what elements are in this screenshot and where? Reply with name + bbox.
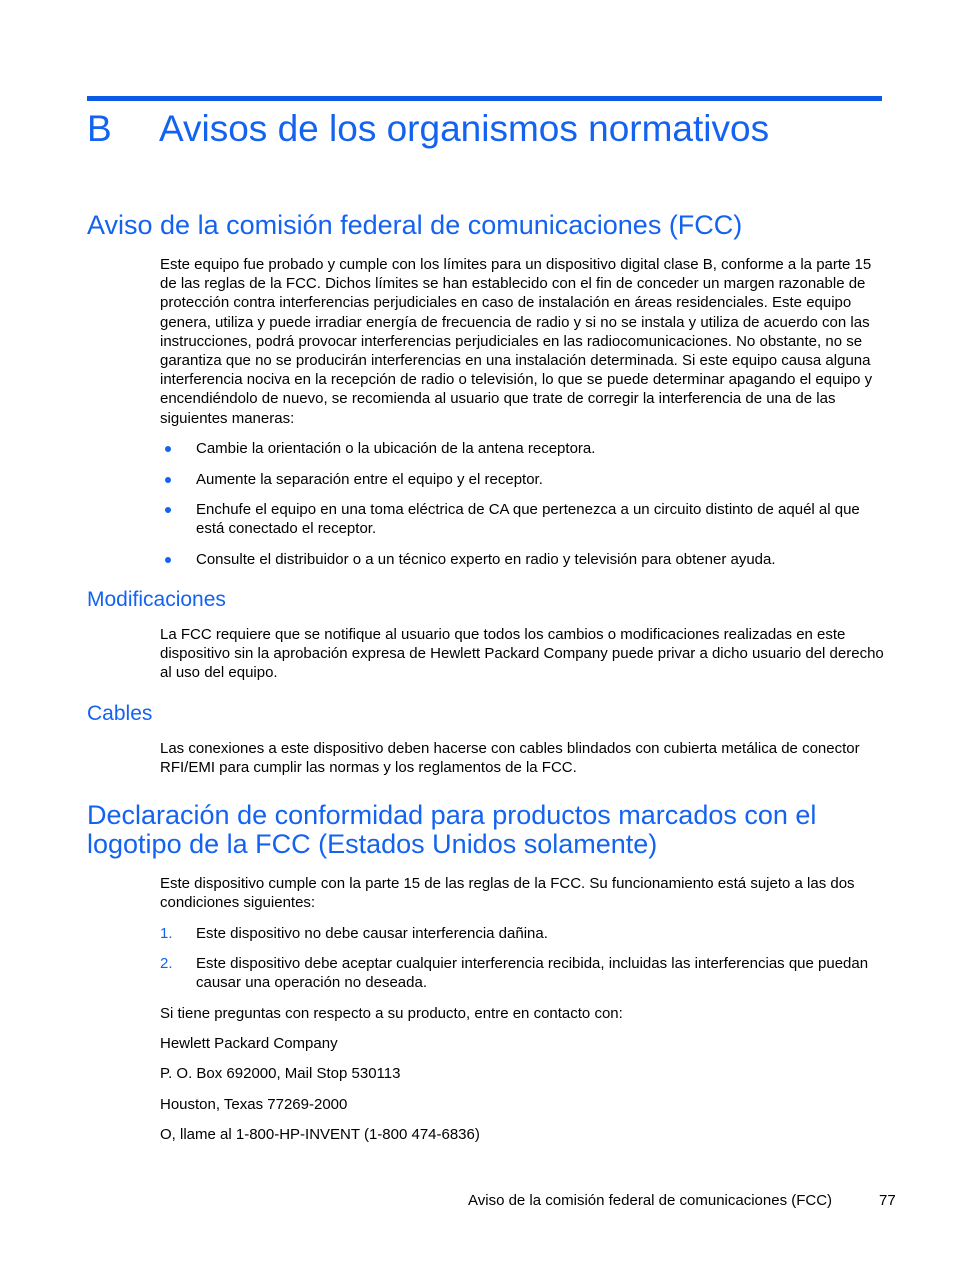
modificaciones-heading: Modificaciones: [87, 588, 226, 611]
company-name: Hewlett Packard Company: [160, 1035, 338, 1052]
declaracion-intro-paragraph: Este dispositivo cumple con la parte 15 de las reglas de la FCC. Su funcionamiento está sujeto a las dos condiciones siguientes:: [160, 875, 855, 912]
condition-text: Este dispositivo no debe causar interferencia dañina.: [196, 925, 548, 942]
footer-section-title: Aviso de la comisión federal de comunicaciones (FCC): [468, 1192, 833, 1209]
address-line: P. O. Box 692000, Mail Stop 530113: [160, 1065, 401, 1082]
bullet-icon: [165, 477, 171, 483]
bullet-icon: [165, 446, 171, 452]
phone-line: O, llame al 1-800-HP-INVENT (1-800 474-6836): [160, 1126, 480, 1143]
city-line: Houston, Texas 77269-2000: [160, 1096, 348, 1113]
declaracion-heading-line-2: logotipo de la FCC (Estados Unidos solamente): [87, 829, 658, 859]
fcc-bullet-item: [160, 550, 890, 569]
contact-intro: Si tiene preguntas con respecto a su producto, entre en contacto con:: [160, 1005, 623, 1022]
fcc-section-heading: Aviso de la comisión federal de comunicaciones (FCC): [87, 210, 743, 240]
condition-text: Este dispositivo debe aceptar cualquier interferencia recibida, incluidas las interferencias que puedan causar una operación no deseada.: [196, 955, 869, 992]
page-number: 77: [879, 1192, 896, 1209]
fcc-bullet-text: Aumente la separación entre el equipo y el receptor.: [196, 471, 543, 488]
bullet-icon: [165, 507, 171, 513]
cables-paragraph: Las conexiones a este dispositivo deben hacerse con cables blindados con cubierta metálica de conector RFI/EMI para cumplir las normas y los reglamentos de la FCC.: [160, 740, 860, 777]
fcc-bullet-text: Consulte el distribuidor o a un técnico experto en radio y televisión para obtener ayuda.: [196, 551, 776, 568]
chapter-rule: [87, 96, 882, 101]
fcc-intro-paragraph: Este equipo fue probado y cumple con los límites para un dispositivo digital clase B, conforme a la parte 15 de las reglas de la FCC. Dichos límites se han establecido con el fin de conceder un margen razonable de protección contra interferencias perjudiciales en caso de instalación en áreas residenciales. Este equipo genera, utiliza y puede irradiar energía de frecuencia de radio y si no se instala y utiliza de acuerdo con las instrucciones, podrá provocar interferencias perjudiciales en las radiocomunicaciones. No obstante, no se garantiza que no se producirán interferencias en una instalación determinada. Si este equipo causa alguna interferencia nociva en la recepción de radio o televisión, lo que se puede determinar apagando el equipo y encendiéndolo de nuevo, se recomienda al usuario que trate de corregir la interferencia de una de las siguientes maneras:: [160, 256, 873, 427]
fcc-bullet-item: [160, 470, 890, 489]
condition-item: [160, 924, 890, 943]
condition-number: 1.: [160, 925, 173, 942]
chapter-letter: B: [87, 108, 112, 149]
condition-number: 2.: [160, 955, 173, 972]
chapter-title: [87, 106, 769, 152]
fcc-bullet-item: [160, 439, 890, 458]
condition-item: [160, 954, 890, 992]
fcc-bullet-item: [160, 500, 890, 538]
chapter-title-text: Avisos de los organismos normativos: [159, 108, 770, 149]
modificaciones-paragraph: La FCC requiere que se notifique al usuario que todos los cambios o modificaciones realizadas en este dispositivo sin la aprobación expresa de Hewlett Packard Company puede privar a dicho usuario del derecho al uso del equipo.: [160, 626, 884, 682]
cables-heading: Cables: [87, 702, 153, 725]
fcc-bullet-text: Cambie la orientación o la ubicación de la antena receptora.: [196, 440, 596, 457]
declaracion-heading-line-1: Declaración de conformidad para productos marcados con el: [87, 800, 817, 830]
bullet-icon: [165, 557, 171, 563]
fcc-bullet-text: Enchufe el equipo en una toma eléctrica de CA que pertenezca a un circuito distinto de aquél al que está conectado el receptor.: [196, 501, 860, 538]
